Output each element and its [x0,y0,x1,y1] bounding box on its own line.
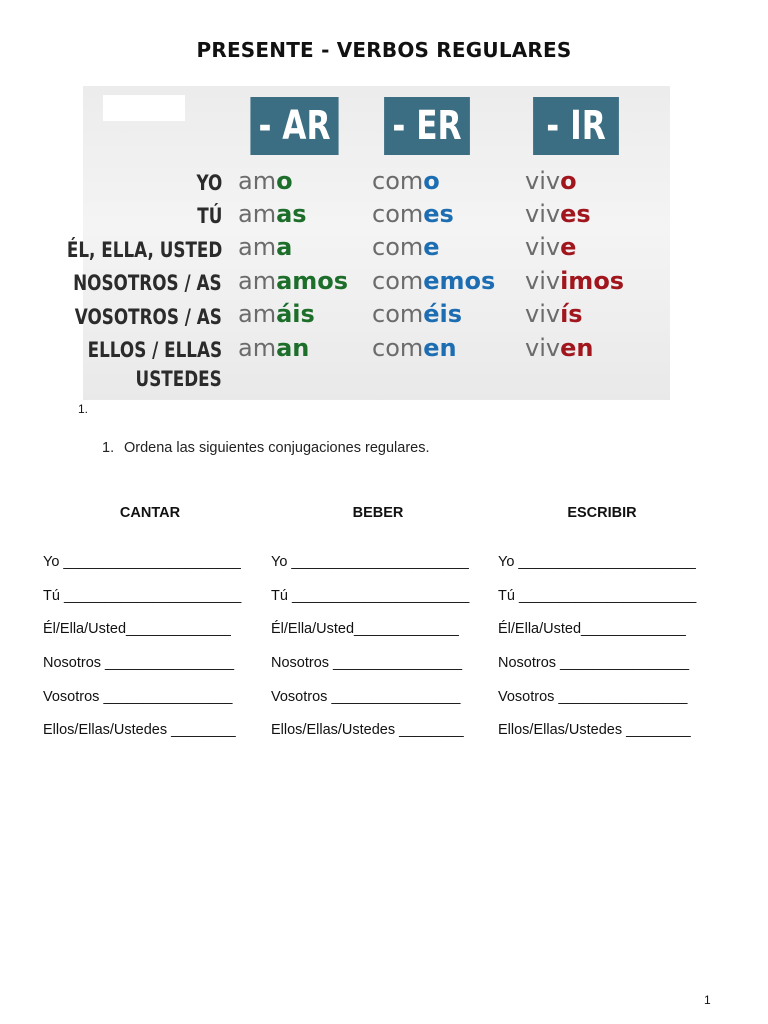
heading-escribir: ESCRIBIR [567,505,637,521]
cantar-line-yo: Yo ______________________ [43,554,241,570]
conjugation-table-image [66,86,670,400]
cantar-line-ellos: Ellos/Ellas/Ustedes ________ [43,722,236,738]
heading-cantar: CANTAR [119,505,181,521]
escribir-line-nosotros: Nosotros ________________ [498,655,690,671]
verb-ir-tu: vives [525,200,591,228]
verb-er-vosotros: coméis [372,300,463,328]
instruction-text: Ordena las siguientes conjugaciones regulares. [124,440,430,456]
verb-er-ellos: comen [372,334,457,362]
instruction [102,440,430,456]
pronoun-el-ella-usted: ÉL, ELLA, USTED [66,238,222,262]
verb-ar-ellos: aman [238,334,310,362]
beber-line-el: Él/Ella/Usted_____________ [271,621,459,637]
cantar-line-vosotros: Vosotros ________________ [43,689,233,705]
verb-ar-yo: amo [238,167,293,195]
cantar-line-el: Él/Ella/Usted_____________ [43,621,231,637]
verb-ar-nosotros: amamos [238,267,349,295]
cantar-line-tu: Tú ______________________ [43,588,242,604]
pronoun-yo: YO [196,171,222,195]
beber-line-nosotros: Nosotros ________________ [271,655,463,671]
verb-ir-ellos: viven [525,334,594,362]
verb-ar-tu: amas [238,200,307,228]
beber-line-vosotros: Vosotros ________________ [271,689,461,705]
beber-line-ellos: Ellos/Ellas/Ustedes ________ [271,722,464,738]
pronoun-ustedes: USTEDES [135,367,222,391]
verb-ir-vosotros: vivís [525,300,583,328]
header-ar: - AR [250,97,338,155]
instruction-number: 1. [102,440,115,456]
verb-ir-yo: vivo [525,167,577,195]
escribir-line-ellos: Ellos/Ellas/Ustedes ________ [498,722,691,738]
cantar-line-nosotros: Nosotros ________________ [43,655,235,671]
pronoun-nosotros: NOSOTROS / AS [73,271,222,295]
beber-line-yo: Yo ______________________ [271,554,469,570]
pronoun-ellos-ellas: ELLOS / ELLAS [87,338,222,362]
verb-er-nosotros: comemos [372,267,496,295]
verb-er-yo: como [372,167,440,195]
verb-ir-nosotros: vivimos [525,267,625,295]
blank-label-box [103,95,185,121]
verb-ar-el: ama [238,233,293,261]
header-ir: - IR [533,97,619,155]
verb-ar-vosotros: amáis [238,300,315,328]
pronoun-vosotros: VOSOTROS / AS [74,305,222,329]
header-er: - ER [384,97,470,155]
page-title: PRESENTE - VERBOS REGULARES [196,38,572,62]
escribir-line-vosotros: Vosotros ________________ [498,689,688,705]
verb-er-tu: comes [372,200,454,228]
escribir-line-el: Él/Ella/Usted_____________ [498,621,686,637]
verb-er-el: come [372,233,440,261]
heading-beber: BEBER [352,505,404,521]
beber-line-tu: Tú ______________________ [271,588,470,604]
list-number: 1. [78,402,89,416]
page-number: 1 [704,993,711,1007]
verb-ir-el: vive [525,233,577,261]
escribir-line-tu: Tú ______________________ [498,588,697,604]
pronoun-tu: TÚ [196,204,222,228]
escribir-line-yo: Yo ______________________ [498,554,696,570]
